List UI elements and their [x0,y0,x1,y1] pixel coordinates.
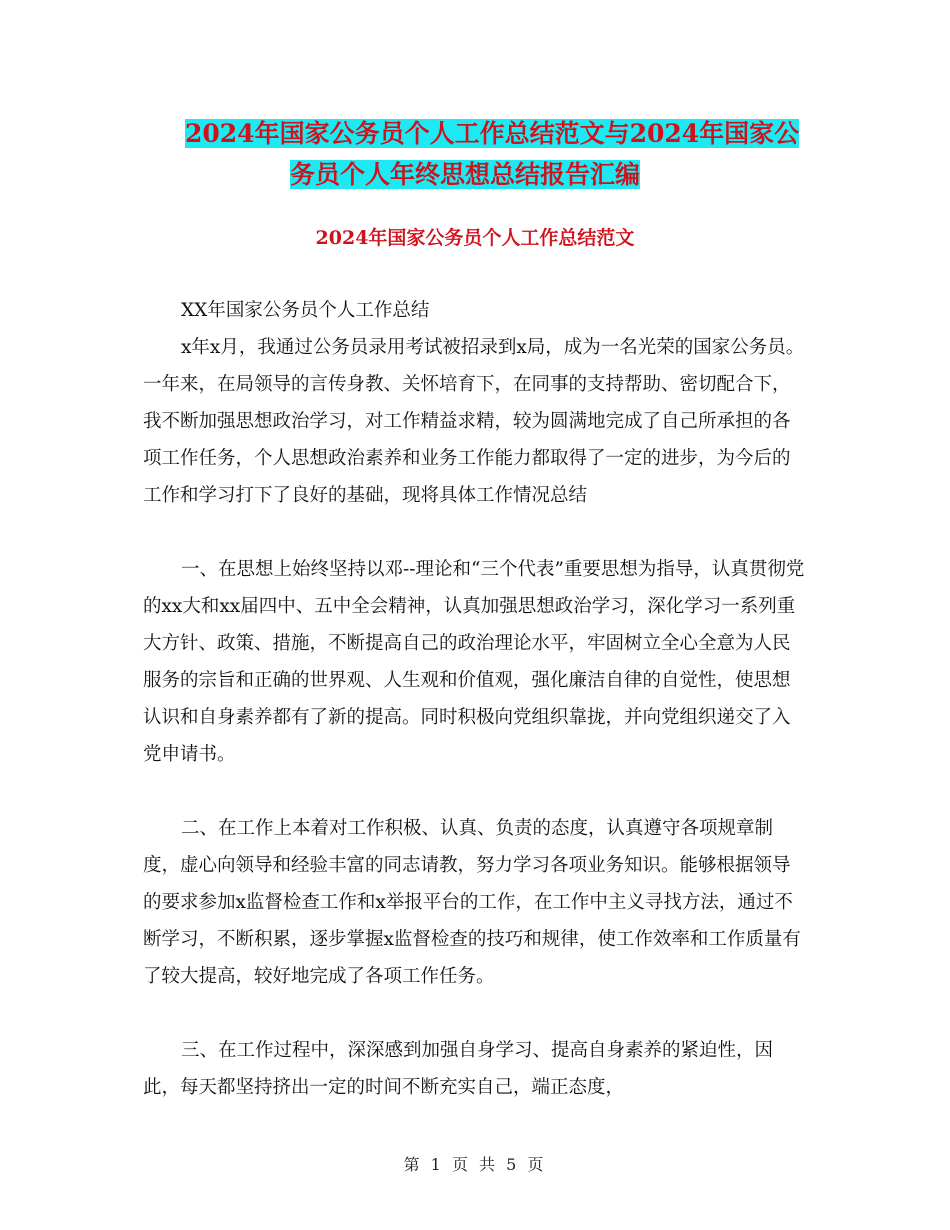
paragraph-section-2: 二、在工作上本着对工作积极、认真、负责的态度，认真遵守各项规章制度，虚心向领导和经验丰富的同志请教，努力学习各项业务知识。能够根据领导的要求参加x监督检查工作和x举报平台的工作，在工作中主义寻找方法，通过不断学习，不断积累，逐步掌握x监督检查的技巧和规律，使工作效率和工作质量有了较大提高，较好地完成了各项工作任务。 [143,818,801,987]
paragraph-section-3: 三、在工作过程中，深深感到加强自身学习、提高自身素养的紧迫性，因此，每天都坚持挤出一定的时间不断充实自己，端正态度， [143,1040,774,1098]
subtitle-paragraph: XX年国家公务员个人工作总结 [181,300,430,321]
document-title-line-2: 务员个人年终思想总结报告汇编 [290,160,641,189]
paragraph-intro: x年x月，我通过公务员录用考试被招录到x局，成为一名光荣的国家公务员。一年来，在局领导的言传身教、关怀培育下，在同事的支持帮助、密切配合下，我不断加强思想政治学习，对工作精益求精，较为圆满地完成了自己所承担的各项工作任务，个人思想政治素养和业务工作能力都取得了一定的进步，为今后的工作和学习打下了良好的基础，现将具体工作情况总结 [143,337,805,506]
section-title: 2024年国家公务员个人工作总结范文 [315,227,635,249]
page-indicator: 第 1 页 共 5 页 [403,1155,547,1174]
paragraph-section-1: 一、在思想上始终坚持以邓--理论和“三个代表”重要思想为指导，认真贯彻党的xx大和xx届四中、五中全会精神，认真加强思想政治学习，深化学习一系列重大方针、政策、措施，不断提高自己的政治理论水平，牢固树立全心全意为人民服务的宗旨和正确的世界观、人生观和价值观，强化廉洁自律的自觉性，使思想认识和自身素养都有了新的提高。同时积极向党组织靠拢，并向党组织递交了入党申请书。 [143,559,805,765]
document-title-line-1: 2024年国家公务员个人工作总结范文与2024年国家公 [185,119,800,148]
